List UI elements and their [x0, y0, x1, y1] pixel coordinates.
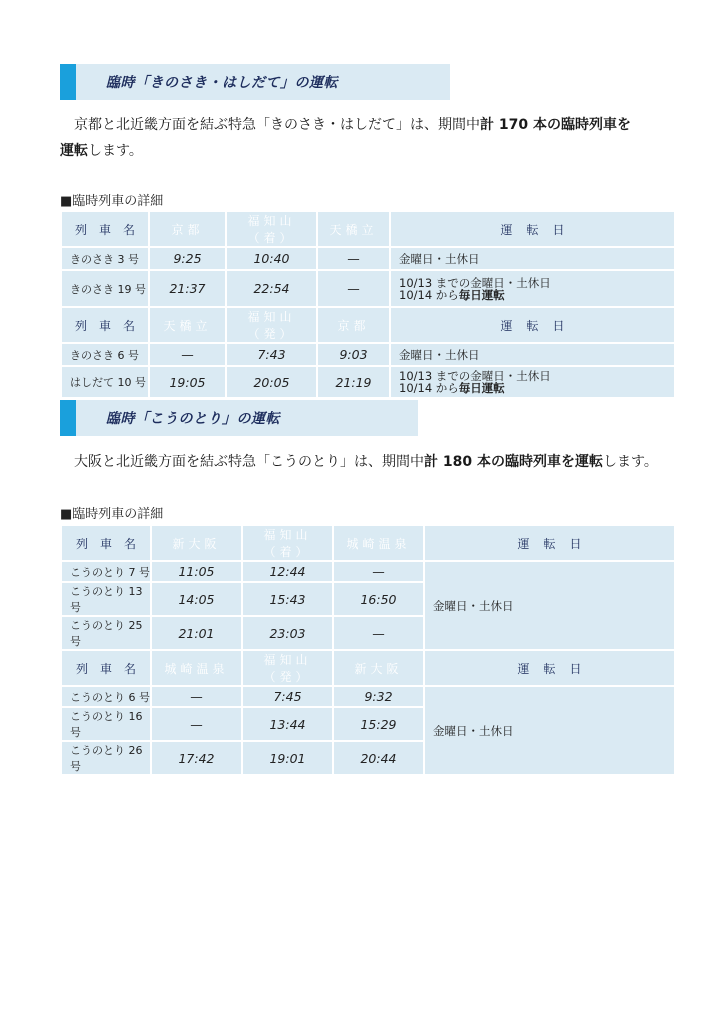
station-header: 福知山（発）: [226, 307, 317, 343]
table-row: [61, 561, 675, 582]
train-name-cell: こうのとり 7 号: [61, 561, 151, 582]
station-header: 京都: [149, 211, 226, 247]
table-header-row: [61, 650, 675, 686]
train-name-header: 列車名: [61, 307, 149, 343]
table-header-row: [61, 211, 675, 247]
operation-days-header: 運転日: [390, 307, 675, 343]
time-cell: 9:25: [149, 247, 226, 270]
table-row: [61, 270, 675, 307]
intro-paragraph-kinosaki: 京都と北近畿方面を結ぶ特急「きのさき・はしだて」は、期間中計 170 本の臨時列車を 運転します。: [60, 117, 631, 159]
operation-days-cell: 金曜日・土休日: [424, 561, 675, 650]
time-cell: 12:44: [242, 561, 333, 582]
operation-days-cell: 10/13 までの金曜日・土休日 10/14 から毎日運転: [390, 366, 675, 398]
time-cell: —: [151, 686, 242, 707]
schedule-table-kinosaki: [60, 210, 676, 399]
table-row: [61, 686, 675, 707]
station-header: 京都: [317, 307, 390, 343]
train-name-cell: こうのとり 6 号: [61, 686, 151, 707]
station-header: 福知山（発）: [242, 650, 333, 686]
time-cell: 17:42: [151, 741, 242, 775]
time-cell: 20:05: [226, 366, 317, 398]
station-header: 城崎温泉: [333, 525, 424, 561]
time-cell: 21:37: [149, 270, 226, 307]
time-cell: 16:50: [333, 582, 424, 616]
operation-days-cell: 10/13 までの金曜日・土休日 10/14 から毎日運転: [390, 270, 675, 307]
station-header: 新大阪: [151, 525, 242, 561]
time-cell: 9:32: [333, 686, 424, 707]
train-name-cell: きのさき 3 号: [61, 247, 149, 270]
schedule-table-kounotori: [60, 524, 676, 776]
section-accent-bar: [60, 400, 76, 436]
section-title-text: 臨時「こうのとり」の運転: [106, 411, 280, 427]
time-cell: —: [149, 343, 226, 366]
time-cell: 15:29: [333, 707, 424, 741]
time-cell: —: [333, 616, 424, 650]
station-header: 福知山（着）: [226, 211, 317, 247]
operation-days-cell: 金曜日・土休日: [424, 686, 675, 775]
train-name-cell: こうのとり 13 号: [61, 582, 151, 616]
time-cell: 9:03: [317, 343, 390, 366]
time-cell: 11:05: [151, 561, 242, 582]
section-accent-bar: [60, 64, 76, 100]
train-name-cell: きのさき 19 号: [61, 270, 149, 307]
operation-days-cell: 金曜日・土休日: [390, 247, 675, 270]
train-name-cell: はしだて 10 号: [61, 366, 149, 398]
time-cell: —: [317, 247, 390, 270]
station-header: 城崎温泉: [151, 650, 242, 686]
time-cell: —: [333, 561, 424, 582]
train-name-cell: こうのとり 26 号: [61, 741, 151, 775]
train-name-header: 列車名: [61, 211, 149, 247]
table-row: [61, 247, 675, 270]
train-name-header: 列車名: [61, 650, 151, 686]
time-cell: —: [317, 270, 390, 307]
station-header: 新大阪: [333, 650, 424, 686]
time-cell: 21:19: [317, 366, 390, 398]
table-row: [61, 343, 675, 366]
table-label-kounotori: ■臨時列車の詳細: [60, 507, 164, 522]
train-name-cell: こうのとり 16 号: [61, 707, 151, 741]
time-cell: 19:01: [242, 741, 333, 775]
train-name-cell: こうのとり 25 号: [61, 616, 151, 650]
operation-days-header: 運転日: [424, 525, 675, 561]
station-header: 天橋立: [149, 307, 226, 343]
operation-days-header: 運転日: [424, 650, 675, 686]
station-header: 天橋立: [317, 211, 390, 247]
time-cell: 22:54: [226, 270, 317, 307]
operation-days-cell: 金曜日・土休日: [390, 343, 675, 366]
time-cell: 7:43: [226, 343, 317, 366]
table-header-row: [61, 307, 675, 343]
train-name-cell: きのさき 6 号: [61, 343, 149, 366]
section-title-text: 臨時「きのさき・はしだて」の運転: [106, 75, 338, 91]
time-cell: 21:01: [151, 616, 242, 650]
time-cell: —: [151, 707, 242, 741]
time-cell: 13:44: [242, 707, 333, 741]
section-title-kinosaki: [60, 64, 450, 100]
operation-days-header: 運転日: [390, 211, 675, 247]
time-cell: 19:05: [149, 366, 226, 398]
time-cell: 15:43: [242, 582, 333, 616]
time-cell: 10:40: [226, 247, 317, 270]
table-label-kinosaki: ■臨時列車の詳細: [60, 194, 164, 209]
train-name-header: 列車名: [61, 525, 151, 561]
section-title-kounotori: [60, 400, 418, 436]
table-row: [61, 366, 675, 398]
table-header-row: [61, 525, 675, 561]
time-cell: 14:05: [151, 582, 242, 616]
time-cell: 7:45: [242, 686, 333, 707]
time-cell: 23:03: [242, 616, 333, 650]
station-header: 福知山（着）: [242, 525, 333, 561]
time-cell: 20:44: [333, 741, 424, 775]
intro-paragraph-kounotori: 大阪と北近畿方面を結ぶ特急「こうのとり」は、期間中計 180 本の臨時列車を運転します。: [60, 454, 658, 470]
